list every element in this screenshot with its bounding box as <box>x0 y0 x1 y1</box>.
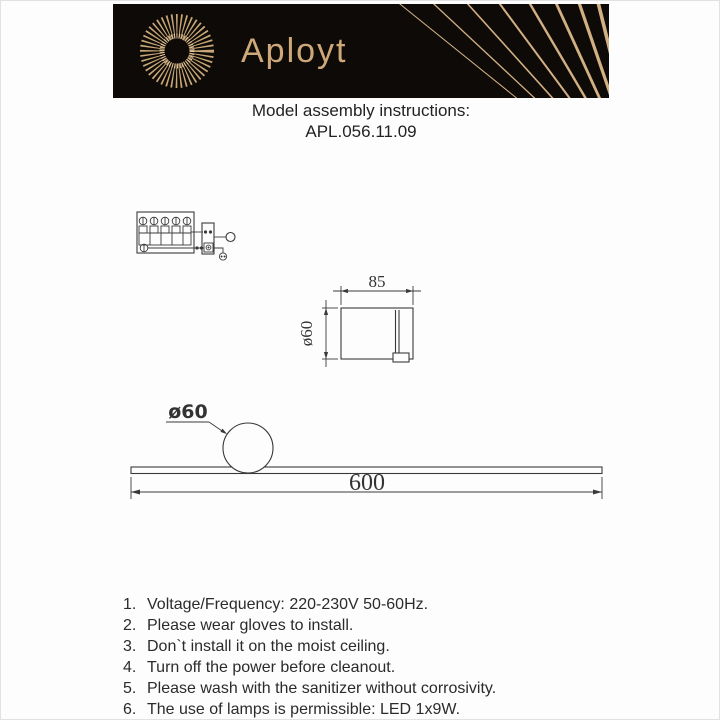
wiring-diagram <box>126 199 241 267</box>
ball-diameter-label: ø60 <box>168 401 208 423</box>
instruction-text: Turn off the power before cleanout. <box>147 659 396 676</box>
brand-name: Aployt <box>241 31 348 70</box>
instruction-text: Don`t install it on the moist ceiling. <box>147 638 390 655</box>
instruction-text: Please wash with the sanitizer without corrosivity. <box>147 680 497 697</box>
model-number: APL.056.11.09 <box>305 122 417 141</box>
instruction-text: The use of lamps is permissible: LED 1x9W. <box>147 701 461 718</box>
title-block <box>1 100 720 142</box>
instruction-text: Voltage/Frequency: 220-230V 50-60Hz. <box>147 596 429 613</box>
page-title: Model assembly instructions: <box>251 101 471 120</box>
instruction-number: 4. <box>123 659 137 676</box>
instruction-item <box>123 594 615 615</box>
brand-banner <box>113 4 609 98</box>
instruction-number: 6. <box>123 701 137 718</box>
bar-length-label: 600 <box>349 470 385 496</box>
instruction-item <box>123 615 615 636</box>
instruction-item <box>123 636 615 657</box>
instruction-text: Please wear gloves to install. <box>147 617 354 634</box>
instruction-item <box>123 678 615 699</box>
lamp-bar-drawing <box>116 393 616 505</box>
cylinder-drawing <box>296 263 431 368</box>
instruction-number: 1. <box>123 596 137 613</box>
sunburst-logo-icon <box>113 4 243 98</box>
cylinder-width-label: 85 <box>368 272 386 291</box>
instruction-item <box>123 699 615 720</box>
instruction-item <box>123 657 615 678</box>
instruction-list <box>123 594 615 720</box>
instruction-number: 2. <box>123 617 137 634</box>
instruction-number: 5. <box>123 680 137 697</box>
instruction-number: 3. <box>123 638 137 655</box>
cylinder-diameter-label: ø60 <box>297 320 316 347</box>
